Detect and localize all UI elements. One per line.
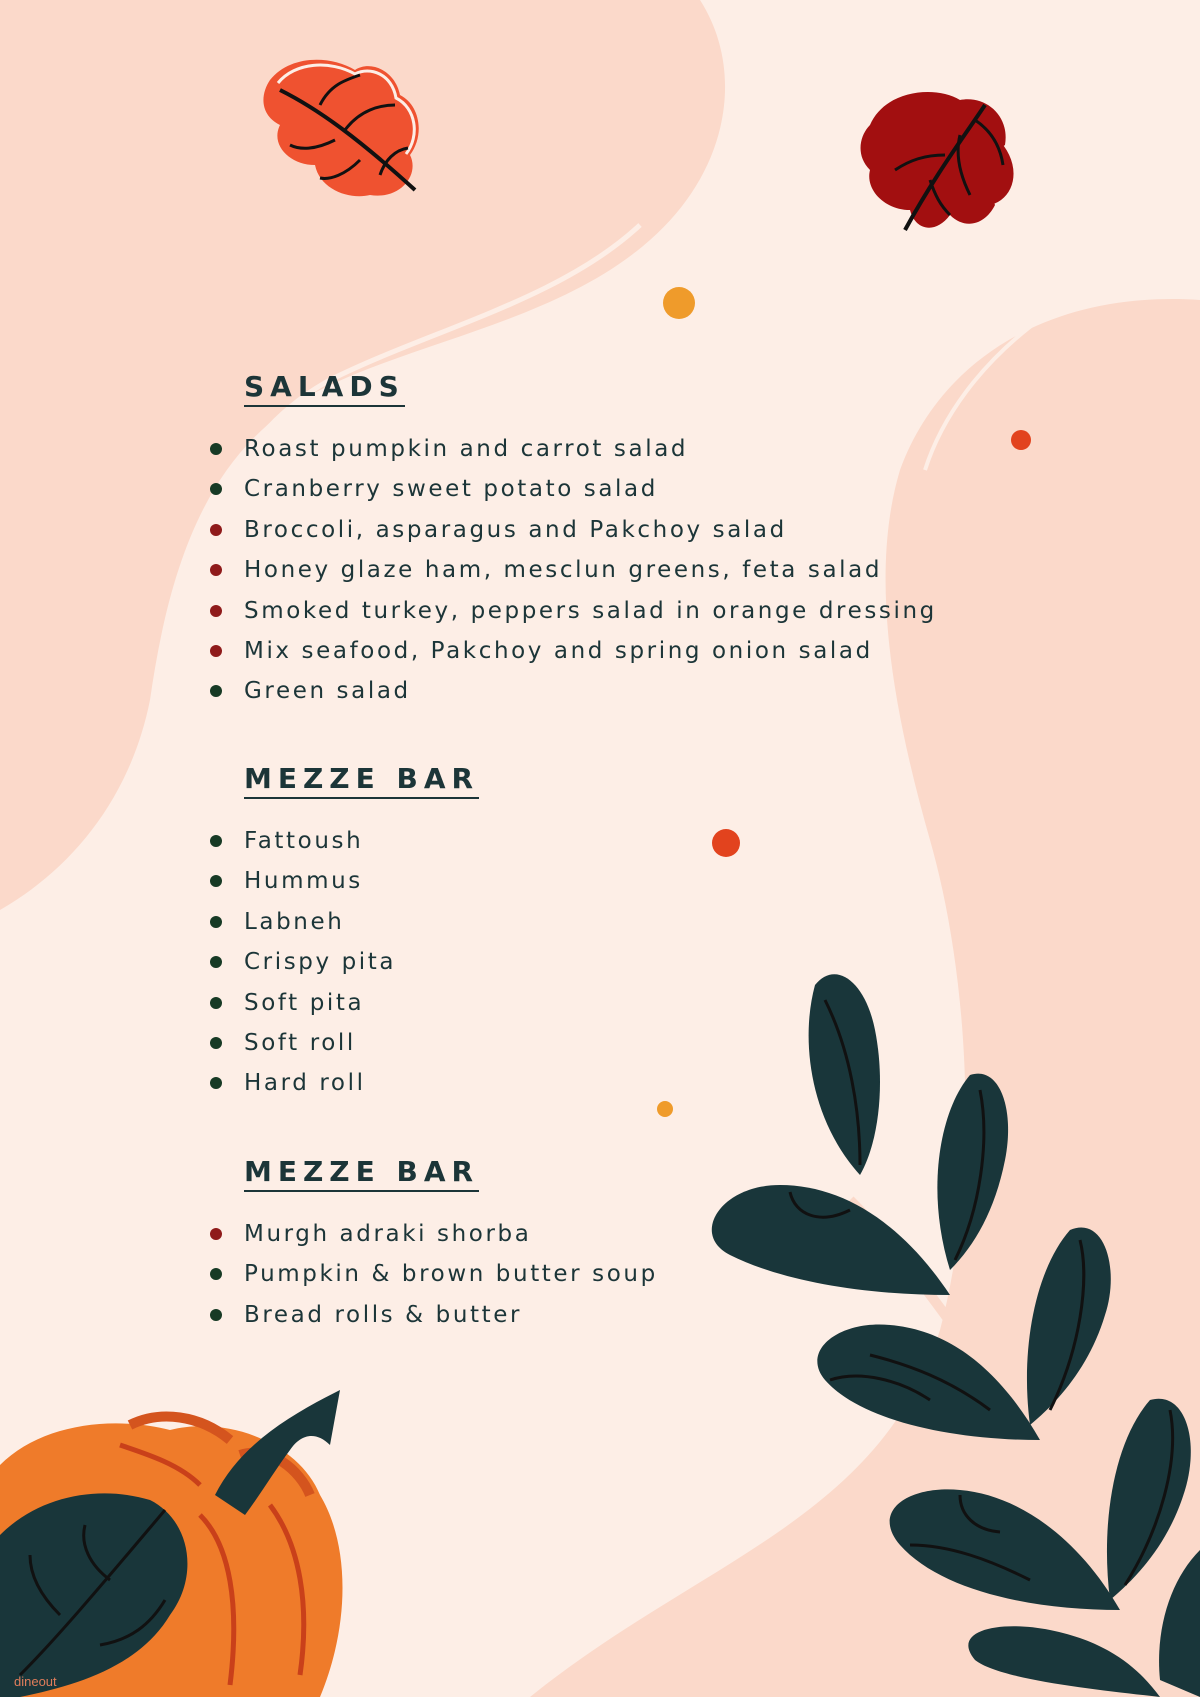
section-title: MEZZE BAR xyxy=(244,1155,479,1192)
bullet-icon xyxy=(210,524,222,536)
menu-item xyxy=(200,631,937,671)
menu-item xyxy=(200,671,937,711)
menu-item-label: Labneh xyxy=(244,908,345,935)
menu-item xyxy=(200,1295,658,1335)
bullet-icon xyxy=(210,645,222,657)
menu-item-label: Soft pita xyxy=(244,989,365,1016)
menu-item xyxy=(200,1254,658,1294)
leaf xyxy=(1027,1227,1111,1425)
menu-item-label: Smoked turkey, peppers salad in orange dressing xyxy=(244,597,937,624)
leaf xyxy=(1159,1550,1200,1697)
bullet-icon xyxy=(210,875,222,887)
section-title: MEZZE BAR xyxy=(244,762,479,799)
menu-item xyxy=(200,902,479,942)
menu-item xyxy=(200,591,937,631)
bullet-icon xyxy=(210,483,222,495)
leaf xyxy=(890,1489,1120,1610)
bullet-icon xyxy=(210,1268,222,1280)
bullet-icon xyxy=(210,956,222,968)
leaf xyxy=(968,1626,1160,1697)
bullet-icon xyxy=(210,605,222,617)
red-leaf-icon xyxy=(855,85,1025,235)
menu-item xyxy=(200,983,479,1023)
menu-item-label: Pumpkin & brown butter soup xyxy=(244,1261,658,1288)
menu-item-label: Honey glaze ham, mesclun greens, feta salad xyxy=(244,557,883,584)
menu-item xyxy=(200,1214,658,1254)
bullet-icon xyxy=(210,443,222,455)
menu-item-label: Hard roll xyxy=(244,1070,366,1097)
leaf xyxy=(937,1074,1008,1270)
dot-orange xyxy=(663,287,695,319)
bullet-icon xyxy=(210,1309,222,1321)
bullet-icon xyxy=(210,685,222,697)
menu-item-label: Murgh adraki shorba xyxy=(244,1221,532,1247)
leaf xyxy=(1107,1399,1191,1600)
menu-item-label: Roast pumpkin and carrot salad xyxy=(244,436,689,462)
watermark: dineout xyxy=(14,1674,57,1689)
menu-item xyxy=(200,469,937,509)
menu-item xyxy=(200,429,937,469)
bullet-icon xyxy=(210,997,222,1009)
bullet-icon xyxy=(210,835,222,847)
section-salads xyxy=(200,370,937,712)
leaf xyxy=(712,1185,950,1295)
dot-orange xyxy=(657,1101,673,1117)
dot-red xyxy=(1011,430,1031,450)
pumpkin-icon xyxy=(0,1385,360,1697)
menu-item-label: Cranberry sweet potato salad xyxy=(244,476,658,503)
section-mezze-bar xyxy=(200,762,479,1104)
bullet-icon xyxy=(210,916,222,928)
menu-list xyxy=(200,821,479,1104)
menu-list xyxy=(200,429,937,712)
bullet-icon xyxy=(210,1077,222,1089)
menu-item-label: Mix seafood, Pakchoy and spring onion salad xyxy=(244,637,873,664)
menu-item xyxy=(200,550,937,590)
menu-item xyxy=(200,942,479,982)
leaf xyxy=(809,974,880,1175)
bullet-icon xyxy=(210,564,222,576)
section-mezze-bar-2 xyxy=(200,1155,658,1335)
menu-list xyxy=(200,1214,658,1335)
orange-leaf-icon xyxy=(260,50,435,205)
dot-red xyxy=(712,829,740,857)
menu-item xyxy=(200,861,479,901)
bullet-icon xyxy=(210,1037,222,1049)
bullet-icon xyxy=(210,1228,222,1240)
menu-item-label: Bread rolls & butter xyxy=(244,1301,523,1328)
menu-item-label: Green salad xyxy=(244,678,411,705)
menu-item-label: Hummus xyxy=(244,868,363,895)
leaf xyxy=(817,1324,1040,1440)
menu-item-label: Broccoli, asparagus and Pakchoy salad xyxy=(244,516,787,543)
foliage-branch-icon xyxy=(700,970,1200,1697)
section-title: SALADS xyxy=(244,370,405,407)
menu-item xyxy=(200,510,937,550)
menu-item xyxy=(200,1063,479,1103)
menu-item-label: Soft roll xyxy=(244,1029,356,1056)
menu-item-label: Fattoush xyxy=(244,828,364,854)
menu-item xyxy=(200,821,479,861)
menu-item xyxy=(200,1023,479,1063)
menu-item-label: Crispy pita xyxy=(244,949,397,976)
